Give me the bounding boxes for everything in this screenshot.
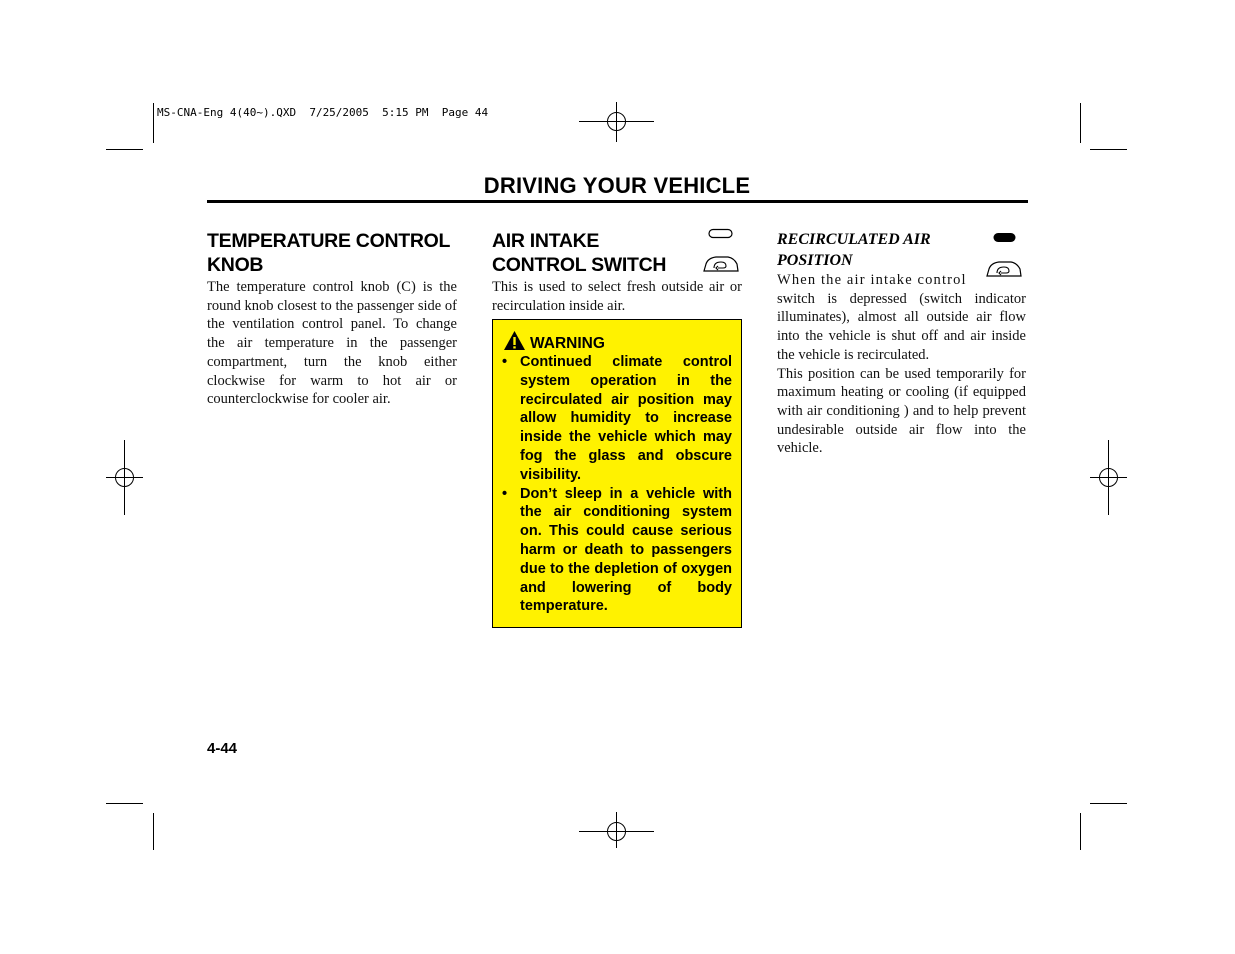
air-intake-heading-line2: CONTROL SWITCH xyxy=(492,254,667,276)
recirculation-car-icon xyxy=(702,254,740,274)
temperature-control-body: The temperature control knob (C) is the round knob closest to the passenger side of the ventilation control panel. To change the air temperature in the passenger compartment, turn the knob either clockwise for warm to hot air or counterclockwise for cooler air. xyxy=(207,279,457,408)
indicator-off-icon xyxy=(708,228,734,240)
warning-item: • Don’t sleep in a vehicle with the air conditioning system on. This could cause serious harm or death to passengers due to the depletion of oxygen and lowering of body temperature. xyxy=(502,485,732,617)
indicator-on-icon xyxy=(993,232,1017,244)
warning-item: • Continued climate control system operation in the recirculated air position may allow humidity to increase inside the vehicle which may fog the glass and obscure visibility. xyxy=(502,353,732,485)
recirculated-para1: switch is depressed (switch indicator illuminates), almost all outside air flow into the vehicle is shut off and air inside the vehicle is recirculated. xyxy=(777,290,1026,363)
warning-title: WARNING xyxy=(530,335,605,352)
warning-list xyxy=(502,353,732,616)
warning-box xyxy=(492,319,742,628)
recirculated-para1-first: When the air intake control xyxy=(777,272,967,288)
recirculated-para2: This position can be used temporarily for maximum heating or cooling (if equipped with air conditioning ) and to help prevent undesirable outside air flow into the vehicle. xyxy=(777,365,1026,457)
column-temperature-control xyxy=(207,229,457,409)
section-title: DRIVING YOUR VEHICLE xyxy=(483,173,751,198)
page-number: 4-44 xyxy=(207,740,238,757)
print-slug: MS-CNA-Eng 4(40~).QXD 7/25/2005 5:15 PM Page 44 xyxy=(157,106,489,119)
temperature-control-heading: TEMPERATURE CONTROL KNOB xyxy=(207,230,450,276)
recirculated-heading-line1: RECIRCULATED AIR xyxy=(777,231,931,248)
title-rule xyxy=(207,200,1028,203)
air-intake-heading-line1: AIR INTAKE xyxy=(492,230,600,252)
warning-triangle-icon xyxy=(503,330,526,351)
recirculation-car-icon xyxy=(985,259,1023,279)
recirculated-heading-line2: POSITION xyxy=(777,252,853,269)
air-intake-body: This is used to select fresh outside air or recirculation inside air. xyxy=(492,279,742,314)
